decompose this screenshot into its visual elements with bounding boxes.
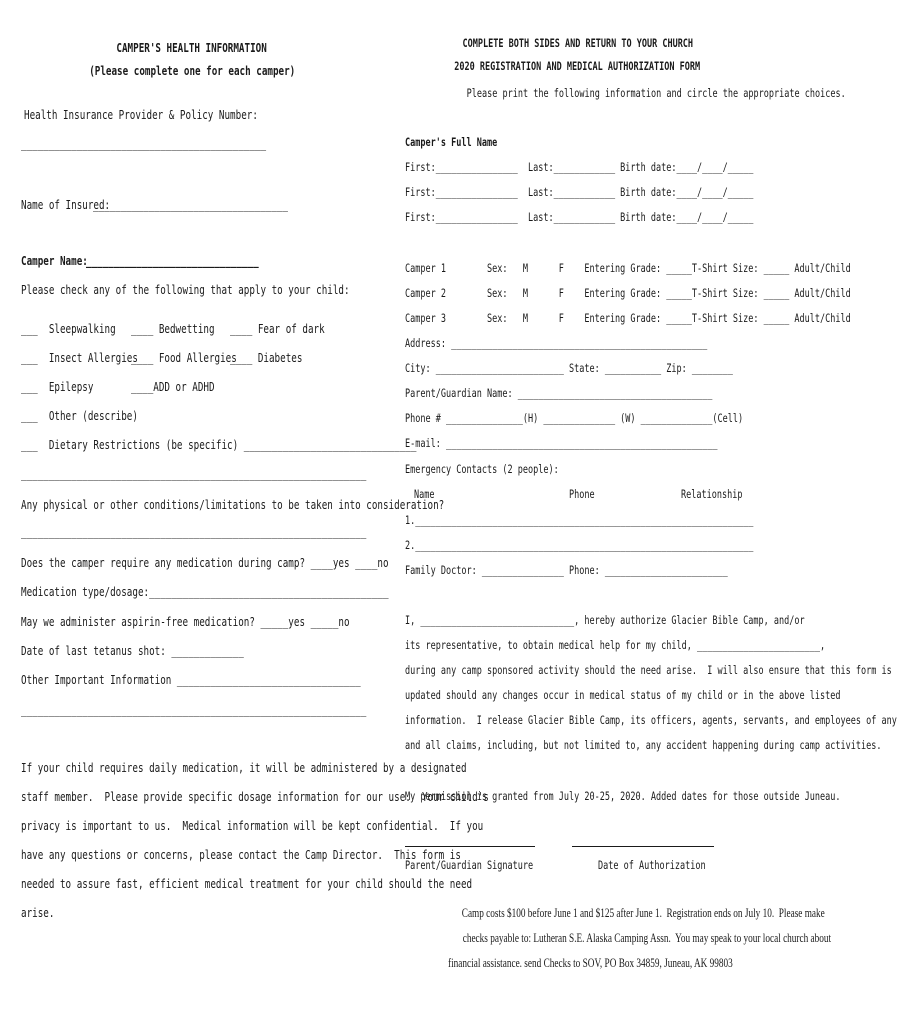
cost-line: checks payable to: Lutheran S.E. Alaska Camping Assn. You may speak to your local church about (462, 931, 832, 945)
camper-row[interactable]: Camper 1 Sex: M F Entering Grade: _____T-Shirt Size: _____ Adult/Child (405, 261, 851, 275)
cost-line: Camp costs $100 before June 1 and $125 after June 1. Registration ends on July 10. Please make (461, 906, 825, 920)
emergency-label: Emergency Contacts (2 people): (405, 462, 559, 476)
check-diabetes[interactable]: ____ Diabetes (230, 350, 303, 365)
email-field[interactable]: E-mail: _____________________________________________________ (405, 436, 718, 450)
check-epilepsy[interactable]: ___ Epilepsy (21, 379, 94, 394)
physical-question: Any physical or other conditions/limitations to be taken into consideration? (21, 497, 445, 512)
notice-line: needed to assure fast, efficient medical treatment for your child should the need (21, 876, 473, 891)
health-title: CAMPER'S HEALTH INFORMATION (116, 40, 268, 55)
check-fear-of-dark[interactable]: ____ Fear of dark (230, 321, 325, 336)
insurance-field[interactable]: ____________________________________________ (21, 136, 267, 151)
aspirin-question[interactable]: May we administer aspirin-free medication? _____yes _____no (21, 614, 350, 629)
medication-type-field[interactable]: Medication type/dosage:___________________________________________ (21, 584, 389, 599)
check-prompt: Please check any of the following that apply to your child: (21, 282, 350, 297)
other-info-line[interactable]: ______________________________________________________________ (21, 702, 367, 717)
medication-question[interactable]: Does the camper require any medication during camp? ____yes ____no (21, 555, 389, 570)
other-info-field[interactable]: Other Important Information _________________________________ (21, 672, 361, 687)
notice-line: privacy is important to us. Medical information will be kept confidential. If you (21, 818, 484, 833)
contact-header-relationship: Relationship (681, 487, 743, 501)
return-header: COMPLETE BOTH SIDES AND RETURN TO YOUR CHURCH (462, 36, 693, 50)
insured-label: Name of Insured: (21, 197, 111, 212)
address-field[interactable]: Address: __________________________________________________ (405, 336, 708, 350)
city-state-zip-field[interactable]: City: _________________________ State: ___________ Zip: ________ (405, 361, 733, 375)
authorization-line: during any camp sponsored activity should the need arise. I will also ensure that this form is (405, 663, 892, 677)
date-label: Date of Authorization (598, 858, 706, 872)
camper-row[interactable]: Camper 2 Sex: M F Entering Grade: _____T-Shirt Size: _____ Adult/Child (405, 286, 851, 300)
check-food-allergies[interactable]: ____ Food Allergies (131, 350, 237, 365)
signature-label: Parent/Guardian Signature (405, 858, 534, 872)
name-row[interactable]: First:________________ Last:____________ Birth date:____/____/_____ (405, 210, 754, 224)
contact-line[interactable]: 1.__________________________________________________________________ (405, 513, 754, 527)
contact-header-name: Name (414, 487, 435, 501)
authorization-line[interactable]: I, ______________________________, hereby authorize Glacier Bible Camp, and/or (405, 613, 805, 627)
contact-header-phone: Phone (569, 487, 595, 501)
check-add-adhd[interactable]: ____ADD or ADHD (131, 379, 215, 394)
doctor-field[interactable]: Family Doctor: ________________ Phone: ________________________ (405, 563, 728, 577)
check-insect-allergies[interactable]: ___ Insect Allergies (21, 350, 138, 365)
notice-line: If your child requires daily medication, it will be administered by a designated (21, 760, 467, 775)
physical-answer-line[interactable]: ______________________________________________________________ (21, 524, 367, 539)
check-bedwetting[interactable]: ____ Bedwetting (131, 321, 215, 336)
parent-name-field[interactable]: Parent/Guardian Name: ______________________________________ (405, 386, 713, 400)
date-line[interactable] (572, 846, 714, 847)
insured-field[interactable]: ___________________________________ (93, 197, 288, 212)
condition-notes-line[interactable]: ______________________________________________________________ (21, 466, 367, 481)
form-header: 2020 REGISTRATION AND MEDICAL AUTHORIZATION FORM (454, 59, 701, 73)
notice-line: have any questions or concerns, please contact the Camp Director. This form is (21, 847, 461, 862)
authorization-line: and all claims, including, but not limited to, any accident happening during camp activities. (405, 738, 882, 752)
insurance-label: Health Insurance Provider & Policy Number: (24, 107, 258, 122)
authorization-line: information. I release Glacier Bible Camp, its officers, agents, servants, and employees of any (405, 713, 897, 727)
full-name-label: Camper's Full Name (405, 135, 498, 149)
phone-field[interactable]: Phone # _______________(H) ______________ (W) ______________(Cell) (405, 411, 744, 425)
notice-line: arise. (21, 905, 55, 920)
tetanus-field[interactable]: Date of last tetanus shot: _____________ (21, 643, 244, 658)
check-other[interactable]: ___ Other (describe) (21, 408, 138, 423)
camper-row[interactable]: Camper 3 Sex: M F Entering Grade: _____T-Shirt Size: _____ Adult/Child (405, 311, 851, 325)
name-row[interactable]: First:________________ Last:____________ Birth date:____/____/_____ (405, 160, 754, 174)
health-subtitle: (Please complete one for each camper) (88, 63, 296, 78)
check-sleepwalking[interactable]: ___ Sleepwalking (21, 321, 116, 336)
check-dietary[interactable]: ___ Dietary Restrictions (be specific) _______________________________ (21, 437, 417, 452)
camper-name-label: Camper Name: (21, 253, 88, 268)
signature-line[interactable] (405, 846, 535, 847)
camper-name-field[interactable]: _______________________________ (86, 253, 259, 268)
notice-line: staff member. Please provide specific dosage information for our use. Your child's (21, 789, 489, 804)
instructions: Please print the following information and circle the appropriate choices. (466, 86, 846, 100)
authorization-line: updated should any changes occur in medical status of my child or in the above listed (405, 688, 841, 702)
name-row[interactable]: First:________________ Last:____________ Birth date:____/____/_____ (405, 185, 754, 199)
authorization-line[interactable]: its representative, to obtain medical help for my child, ________________________, (405, 638, 826, 652)
permission-text: My permission is granted from July 20-25, 2020. Added dates for those outside Juneau. (405, 789, 841, 803)
cost-line: financial assistance. send Checks to SOV, PO Box 34859, Juneau, AK 99803 (448, 956, 733, 970)
contact-line[interactable]: 2.__________________________________________________________________ (405, 538, 754, 552)
